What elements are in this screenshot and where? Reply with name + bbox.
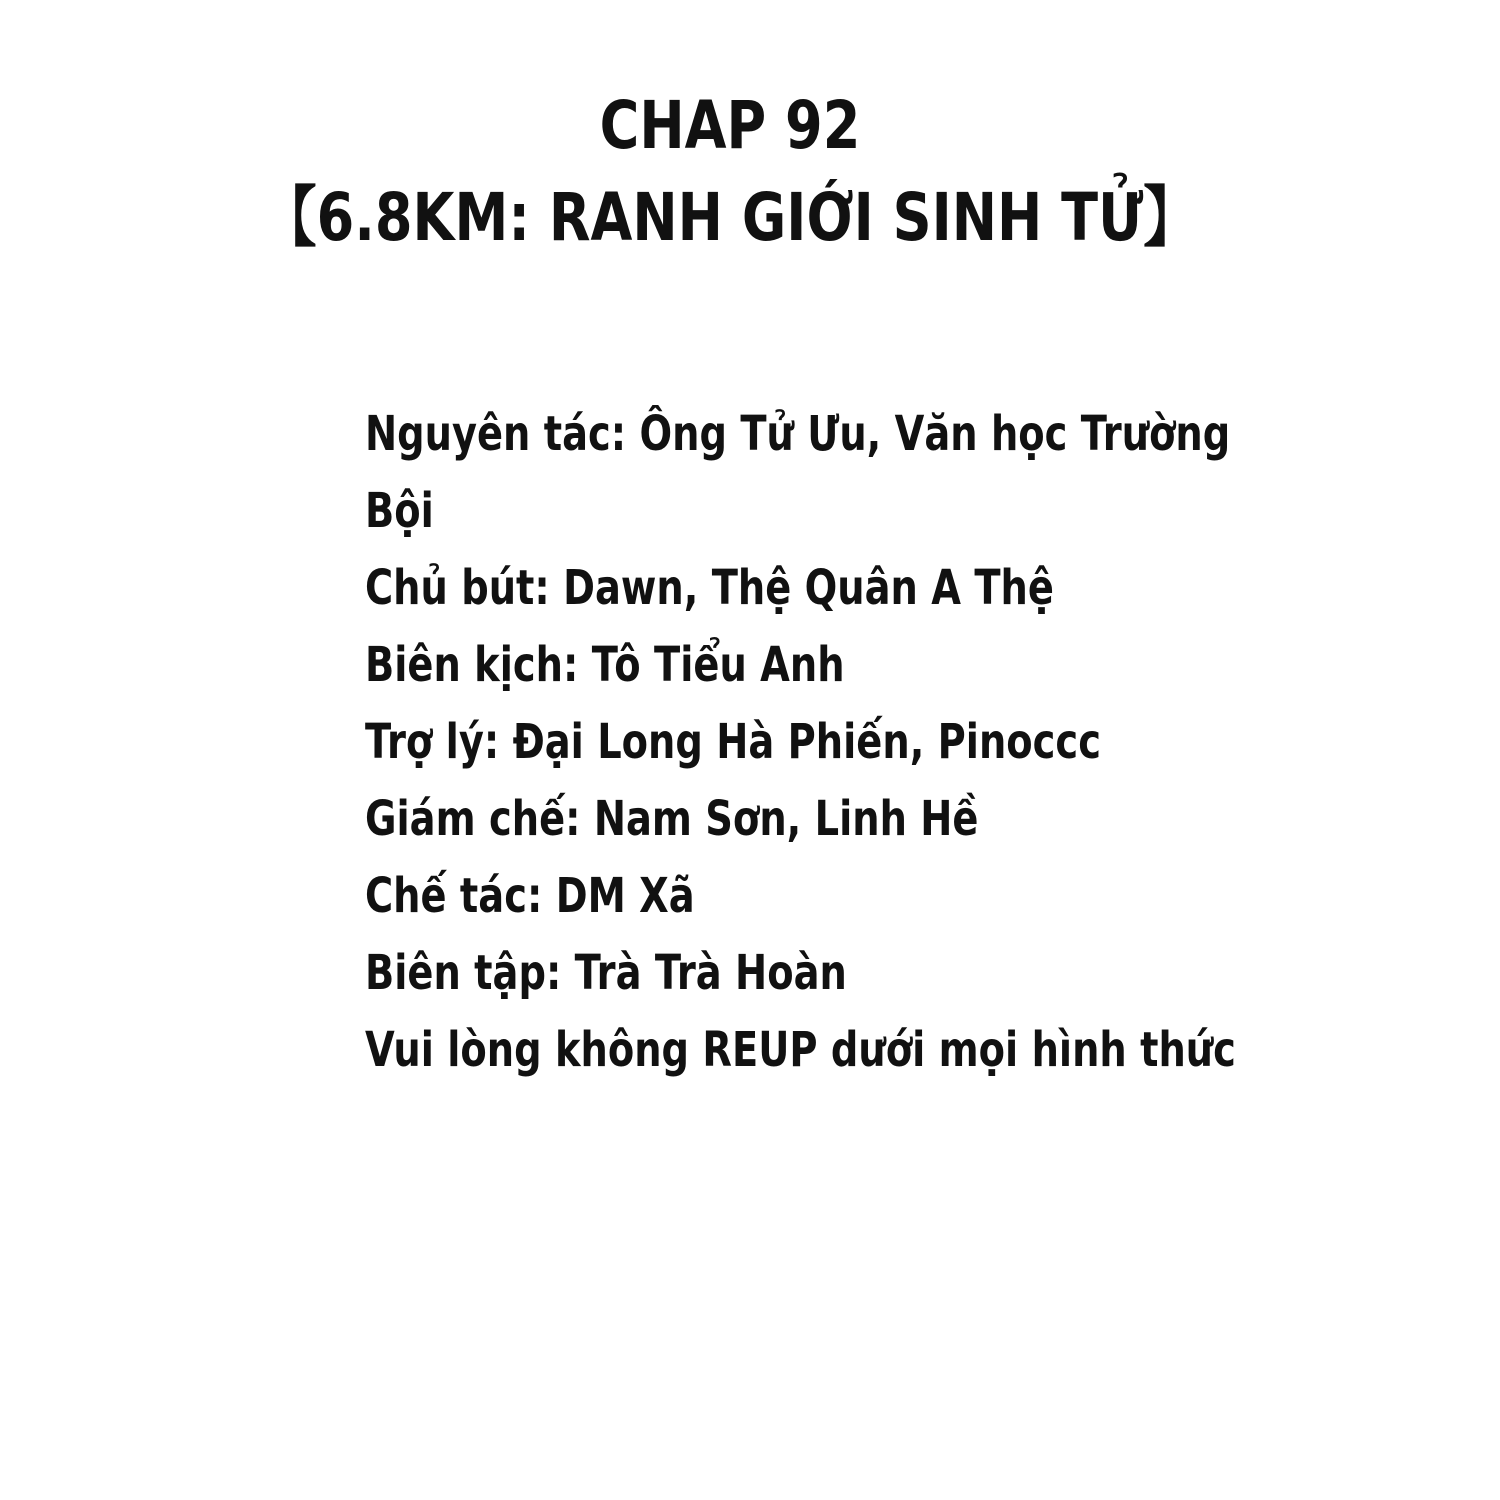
credit-editor: Biên tập: Trà Trà Hoàn [365, 945, 847, 1001]
chapter-number: CHAP 92 [599, 87, 861, 164]
credit-supervisor: Giám chế: Nam Sơn, Linh Hề [365, 791, 979, 847]
credit-lead-artist: Chủ bút: Dawn, Thệ Quân A Thệ [365, 560, 1054, 616]
credit-assistant: Trợ lý: Đại Long Hà Phiến, Pinoccc [365, 714, 1101, 770]
credit-original-author: Nguyên tác: Ông Tử Ưu, Văn học Trường [365, 406, 1231, 462]
chapter-heading [0, 80, 1460, 264]
credit-screenwriter: Biên kịch: Tô Tiểu Anh [365, 637, 845, 693]
chapter-title: 【6.8KM: RANH GIỚI SINH TỬ】 [262, 179, 1198, 256]
credits-list [365, 396, 1365, 1089]
credit-original-author-continued: Bội [365, 483, 434, 539]
reupload-notice: Vui lòng không REUP dưới mọi hình thức [365, 1022, 1236, 1078]
credit-production: Chế tác: DM Xã [365, 868, 695, 924]
